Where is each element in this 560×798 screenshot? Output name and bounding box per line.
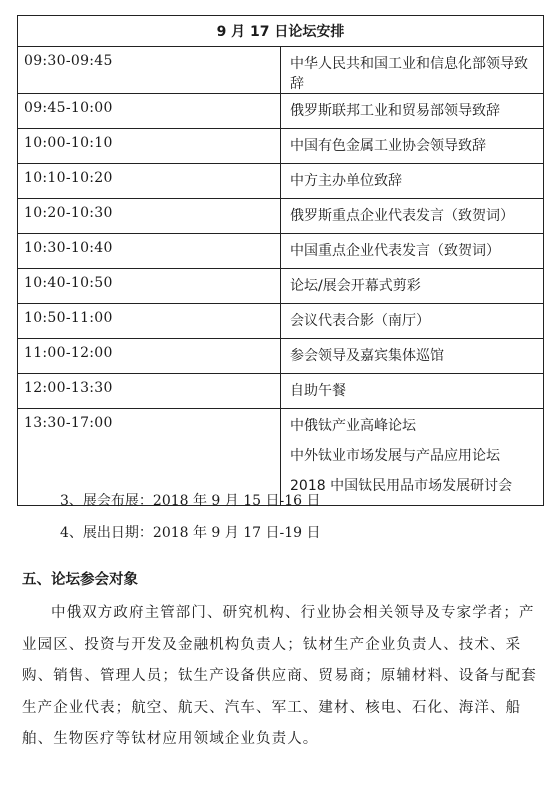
table-row bbox=[18, 339, 544, 374]
forum-session-3: 2018 中国钛民用品市场发展研讨会 bbox=[290, 478, 513, 494]
event-cell: 参会领导及嘉宾集体巡馆 bbox=[281, 339, 544, 374]
event-cell: 俄罗斯重点企业代表发言（致贺词） bbox=[281, 199, 544, 234]
forum-session-1: 中俄钛产业高峰论坛 bbox=[290, 418, 416, 434]
event-cell: 论坛/展会开幕式剪彩 bbox=[281, 269, 544, 304]
event-cell: 俄罗斯联邦工业和贸易部领导致辞 bbox=[281, 94, 544, 129]
schedule-title: 9 月 17 日论坛安排 bbox=[18, 16, 544, 47]
table-row bbox=[18, 304, 544, 339]
time-cell: 10:10-10:20 bbox=[18, 164, 281, 199]
event-cell: 中方主办单位致辞 bbox=[281, 164, 544, 199]
time-cell: 10:50-11:00 bbox=[18, 304, 281, 339]
table-row bbox=[18, 47, 544, 94]
exhibition-dates: 4、展出日期：2018 年 9 月 17 日-19 日 bbox=[60, 525, 321, 541]
table-row bbox=[18, 234, 544, 269]
table-row bbox=[18, 129, 544, 164]
setup-dates: 3、展会布展：2018 年 9 月 15 日-16 日 bbox=[60, 493, 321, 509]
time-cell: 12:00-13:30 bbox=[18, 374, 281, 409]
table-row bbox=[18, 164, 544, 199]
event-cell: 中华人民共和国工业和信息化部领导致辞 bbox=[281, 47, 544, 94]
time-cell: 09:45-10:00 bbox=[18, 94, 281, 129]
time-cell: 10:40-10:50 bbox=[18, 269, 281, 304]
table-row bbox=[18, 94, 544, 129]
table-row bbox=[18, 269, 544, 304]
time-cell: 09:30-09:45 bbox=[18, 47, 281, 94]
event-cell: 中国有色金属工业协会领导致辞 bbox=[281, 129, 544, 164]
section-title: 五、论坛参会对象 bbox=[22, 572, 138, 588]
table-row bbox=[18, 199, 544, 234]
table-row bbox=[18, 374, 544, 409]
time-cell: 10:00-10:10 bbox=[18, 129, 281, 164]
section-body: 中俄双方政府主管部门、研究机构、行业协会相关领导及专家学者；产业园区、投资与开发及金融机构负责人；钛材生产企业负责人、技术、采购、销售、管理人员；钛生产设备供应商、贸易商；原辅材料、设备与配套生产企业代表；航空、航天、汽车、军工、建材、核电、石化、海洋、船舶、生物医疗等钛材应用领域企业负责人。 bbox=[22, 605, 537, 747]
time-cell: 10:20-10:30 bbox=[18, 199, 281, 234]
time-cell: 11:00-12:00 bbox=[18, 339, 281, 374]
forum-session-2: 中外钛业市场发展与产品应用论坛 bbox=[290, 448, 500, 464]
event-cell: 中国重点企业代表发言（致贺词） bbox=[281, 234, 544, 269]
event-cell: 自助午餐 bbox=[281, 374, 544, 409]
event-cell: 会议代表合影（南厅） bbox=[281, 304, 544, 339]
forum-schedule-table bbox=[17, 15, 544, 506]
time-cell: 13:30-17:00 bbox=[18, 409, 281, 506]
time-cell: 10:30-10:40 bbox=[18, 234, 281, 269]
